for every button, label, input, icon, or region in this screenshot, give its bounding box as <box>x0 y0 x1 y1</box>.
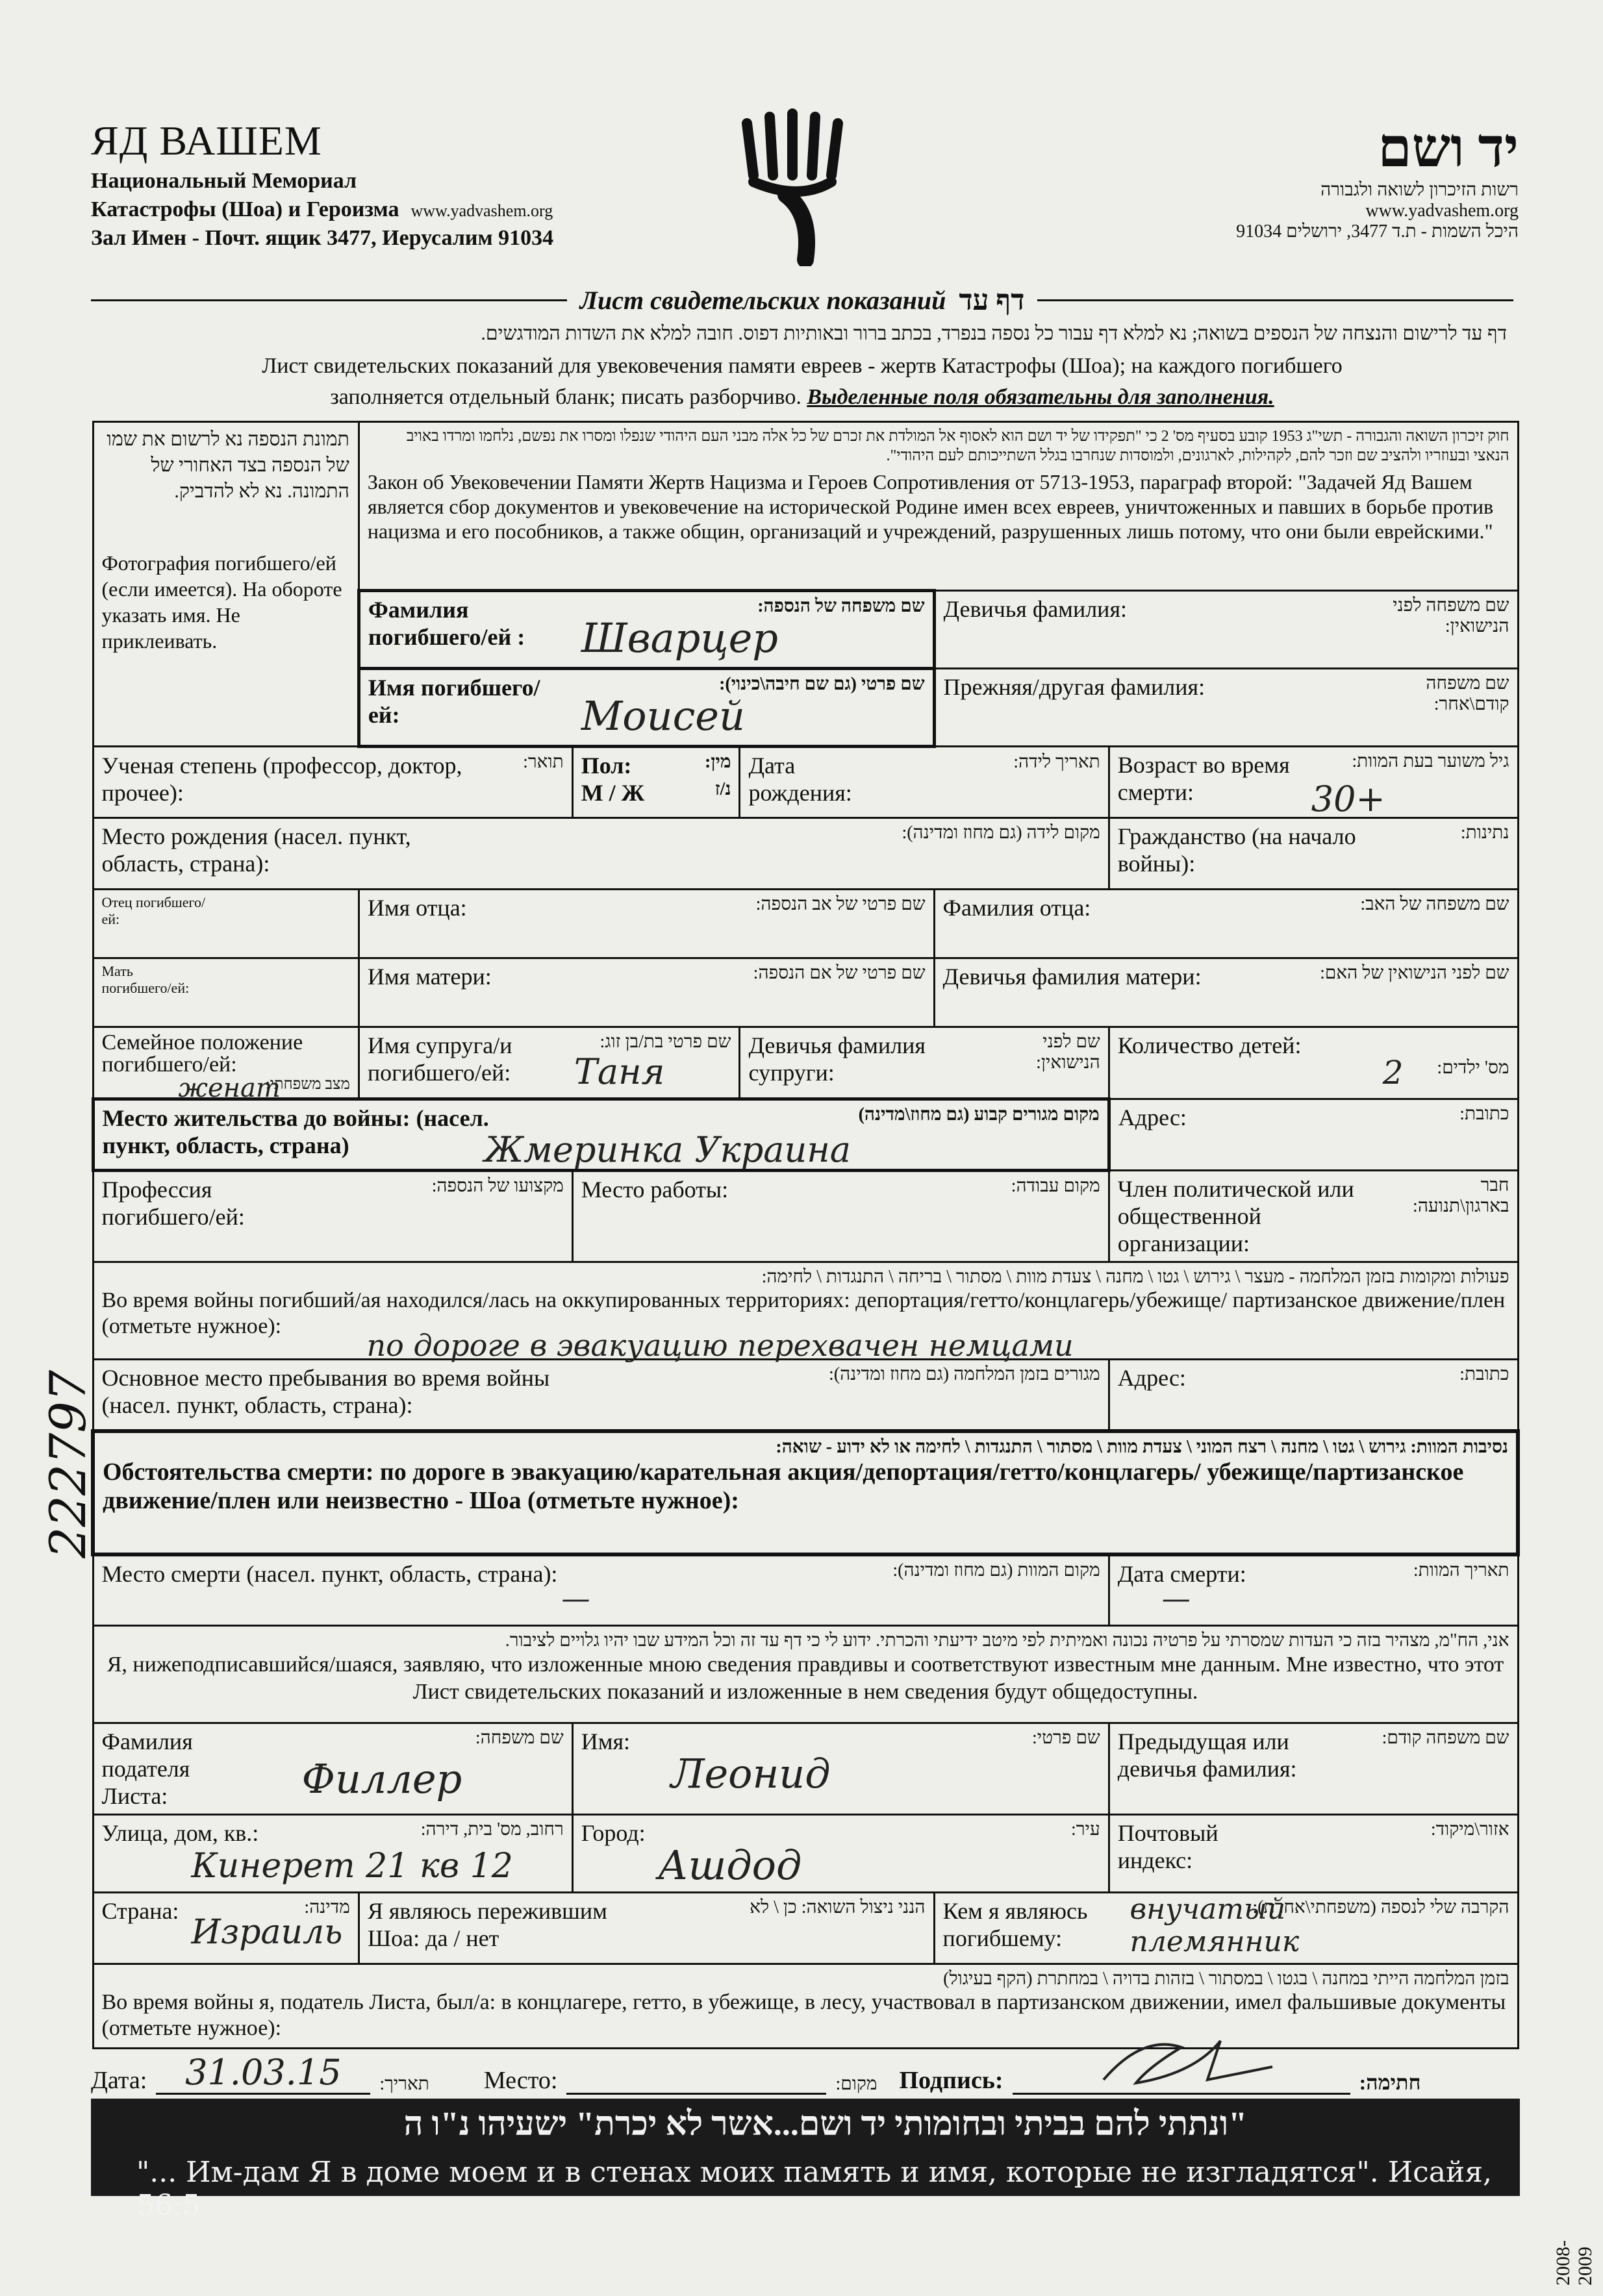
first-name-value: Моисей <box>581 692 745 740</box>
footer-quote-ru: "... Им-дам Я в доме моем и в стенах моих память и имя, которые не изгладятся". Исайя, 56:5 <box>136 2156 1493 2222</box>
family-status-label: Семейное положение погибшего/ей: <box>101 1030 303 1077</box>
organization-field[interactable] <box>1109 1171 1518 1262</box>
spouse-name-label: Имя супруга/и погибшего/ей: <box>367 1032 512 1086</box>
address-label: Адрес: <box>1118 1104 1187 1130</box>
death-circumstances-label: Обстоятельства смерти: по дороге в эвакуацию/карательная акция/депортация/гетто/концлагерь/ убежище/партизанское движение/плен или неизвестно - Шоа (отметьте нужное): <box>103 1458 1464 1514</box>
intro-required-note: Выделенные поля обязательны для заполнения. <box>807 385 1274 409</box>
footer-quote-he: "ונתתי להם בביתי ובחומותי יד ושם...אשר לא יכרת" ישעיהו נ"ו ה <box>403 2106 1247 2143</box>
submitter-name-field[interactable] <box>572 1723 1109 1815</box>
submitter-name-label-he: שם פרטי: <box>1031 1728 1100 1748</box>
photo-note-he: תמונת הנספה נא לרשום את שמו של הנספה בצד האחורי של התמונה. נא לא להדביק. <box>107 429 349 502</box>
city-label: Город: <box>581 1820 646 1846</box>
maiden-name-field[interactable] <box>934 591 1518 669</box>
submitter-surname-field[interactable] <box>93 1723 572 1815</box>
residence-value: Жмеринка Украина <box>484 1129 851 1170</box>
wartime-label: Во время войны погибший/ая находился/лась на оккупированных территориях: депортация/гетто/концлагерь/убежище/ партизанское движение/плен (отметьте нужное): <box>101 1288 1506 1338</box>
place-input[interactable] <box>566 2067 826 2095</box>
children-field[interactable] <box>1109 1027 1518 1099</box>
spouse-maiden-label: Девичья фамилия супруги: <box>748 1032 926 1086</box>
death-circumstances-label-he: נסיבות המוות: גירוש \ גטו \ מחנה \ רצח המוני \ צעדת מוות \ מסתור \ התנגדות \ לחימה או לא ידוע - שואה: <box>776 1436 1508 1457</box>
city-field[interactable] <box>572 1815 1109 1893</box>
wartime-field[interactable] <box>93 1262 1518 1363</box>
intro-ru-2 <box>97 382 1507 413</box>
date-value[interactable]: 31.03.15 <box>156 2052 370 2095</box>
header-he <box>1236 117 1519 242</box>
degree-field[interactable] <box>93 747 572 818</box>
zip-label-he: אזור\מיקוד: <box>1430 1819 1509 1840</box>
org-sub2-ru <box>91 197 553 222</box>
signature-row <box>91 2052 1520 2095</box>
death-circumstances-field[interactable] <box>93 1431 1518 1554</box>
birthplace-field[interactable] <box>93 818 1109 890</box>
street-field[interactable] <box>93 1815 572 1893</box>
submitter-wartime-label-he: בזמן המלחמה הייתי במחנה \ בגטו \ במסתור \ בזהות בדויה \ במחתרת (הקף בעיגול) <box>943 1969 1509 1989</box>
org-web-he[interactable]: www.yadvashem.org <box>1365 201 1519 221</box>
submitter-prev-label: Предыдущая или девичья фамилия: <box>1117 1728 1297 1782</box>
children-value: 2 <box>1382 1054 1404 1092</box>
spouse-maiden-label-he: שם לפני הנישואין: <box>1036 1032 1100 1073</box>
profession-label: Профессия погибшего/ей: <box>101 1177 245 1230</box>
father-name-field[interactable] <box>359 890 934 958</box>
wartime-place-label-he: מגורים בזמן המלחמה (גם מחוז ומדינה): <box>829 1364 1100 1384</box>
spouse-name-value: Таня <box>574 1051 665 1092</box>
children-label: Количество детей: <box>1117 1032 1302 1058</box>
first-name-label: Имя погибшего/ей: <box>368 675 540 728</box>
date-label: Дата: <box>91 2067 147 2094</box>
surname-field[interactable] <box>359 591 934 669</box>
death-date-label: Дата смерти: <box>1117 1560 1246 1587</box>
form-year: 2008-2009 <box>1552 2240 1596 2286</box>
org-sub1-ru: Национальный Мемориал <box>91 169 357 193</box>
death-place-field[interactable] <box>93 1554 1109 1626</box>
death-date-label-he: תאריך המוות: <box>1413 1560 1509 1580</box>
wartime-label-he: פעולות ומקומות בזמן המלחמה - מעצר \ גירוש \ גטו \ מחנה \ צעדת מוות \ מסתור \ בריחה \ התנגדות \ לחימה: <box>761 1267 1509 1287</box>
father-surname-label: Фамилия отца: <box>942 895 1091 921</box>
photo-note-ru: Фотография погибшего/ей (если имеется). На обороте указать имя. Не приклеивать. <box>101 551 342 653</box>
org-name-he: יד ושם <box>1378 118 1519 179</box>
title-rule-right <box>1037 299 1513 301</box>
mother-name-field[interactable] <box>359 958 934 1027</box>
age-field[interactable] <box>1109 747 1518 818</box>
father-name-label: Имя отца: <box>367 895 467 921</box>
form-title-he: דף עד <box>959 284 1025 316</box>
children-label-he: מס' ילדים: <box>1437 1058 1509 1078</box>
date-label-he: תאריך: <box>379 2074 429 2094</box>
dob-field[interactable] <box>740 747 1109 818</box>
org-sub2-text: Катастрофы (Шоа) и Героизма <box>91 197 399 221</box>
header-ru <box>91 117 553 251</box>
death-place-value: — <box>561 1582 590 1616</box>
spouse-name-label-he: שם פרטי בת/בן זוג: <box>600 1032 731 1052</box>
org-address-ru: Зал Имен - Почт. ящик 3477, Иерусалим 91034 <box>91 226 554 250</box>
death-place-label-he: מקום המוות (גם מחוז ומדינה): <box>892 1560 1100 1580</box>
family-status-field[interactable] <box>93 1027 359 1103</box>
country-value: Израиль <box>191 1913 343 1952</box>
sex-options[interactable]: М / Ж <box>581 780 645 806</box>
country-label: Страна: <box>101 1898 179 1924</box>
workplace-field[interactable] <box>572 1171 1109 1262</box>
website-link[interactable]: www.yadvashem.org <box>410 201 553 220</box>
relation-value: внучатый племянник <box>1130 1893 1300 1958</box>
death-date-value: — <box>1161 1582 1191 1616</box>
country-label-he: מדינה: <box>304 1897 350 1917</box>
father-name-label-he: שם פרטי של אב הנספה: <box>755 894 926 914</box>
other-surname-label: Прежняя/другая фамилия: <box>943 674 1205 700</box>
mother-side-text: Мать погибшего/ей: <box>101 963 190 996</box>
law-ru: Закон об Увековечении Памяти Жертв Нацизма и Героев Сопротивления от 5713-1953, параграф второй: "Задачей Яд Вашем является сбор документов и увековечение на исторической Родине имен всех евреев, уничтоженных и павших в борьбе против нацизма и его пособников, а также общин, организаций и учреждений, разрушенных лишь потому, что они были еврейскими." <box>367 470 1494 543</box>
zip-field[interactable] <box>1109 1815 1518 1893</box>
workplace-label-he: מקום עבודה: <box>1011 1176 1100 1196</box>
surname-label-he: שם משפחה של הנספה: <box>757 596 925 616</box>
citizenship-field[interactable] <box>1109 818 1518 890</box>
mother-name-label: Имя матери: <box>367 964 492 990</box>
street-value: Кинерет 21 кв 12 <box>191 1847 513 1886</box>
age-label: Возраст во время смерти: <box>1117 752 1290 805</box>
intro-ru-2a: заполняется отдельный бланк; писать разборчиво. <box>330 385 802 409</box>
sex-options-he[interactable]: נ/ז <box>714 779 731 799</box>
submitter-prev-label-he: שם משפחה קודם: <box>1382 1728 1509 1748</box>
intro-ru-1: Лист свидетельских показаний для увековечения памяти евреев - жертв Катастрофы (Шоа); на каждого погибшего <box>262 354 1343 378</box>
testimony-form <box>91 421 1520 2049</box>
relation-label-he: הקרבה שלי לנספה (משפחתי\אחרת): <box>1252 1897 1509 1917</box>
submitter-surname-label: Фамилия подателя Листа: <box>101 1728 193 1809</box>
yad-vashem-logo-icon <box>727 104 870 266</box>
birthplace-label-he: מקום לידה (גם מחוז ומדינה): <box>902 823 1100 843</box>
mother-maiden-field[interactable] <box>934 958 1518 1027</box>
maiden-name-label-he: שם משפחה לפני הנישואין: <box>1393 595 1509 636</box>
zip-label: Почтовый индекс: <box>1117 1820 1218 1873</box>
dob-label: Дата рождения: <box>748 753 852 806</box>
other-surname-label-he: שם משפחה קודם\אחר: <box>1426 673 1509 714</box>
submitter-surname-value: Филлер <box>301 1755 462 1803</box>
residence-label-he: מקום מגורים קבוע (גם מחוז\מדינה) <box>858 1104 1100 1125</box>
photo-box[interactable] <box>93 422 359 747</box>
country-field[interactable] <box>93 1893 359 1964</box>
mother-name-label-he: שם פרטי של אם הנספה: <box>753 963 926 983</box>
maiden-name-label: Девичья фамилия: <box>943 596 1128 622</box>
sex-label-he: מין: <box>705 752 731 772</box>
sex-field[interactable] <box>572 747 740 818</box>
address-label-he: כתובת: <box>1459 1104 1509 1124</box>
signature-field[interactable] <box>1013 2054 1350 2095</box>
organization-label: Член политической или общественной организации: <box>1117 1176 1354 1256</box>
org-name-ru: ЯД ВАШЕМ <box>91 118 322 164</box>
form-title <box>91 281 1513 319</box>
surname-label: Фамилия погибшего/ей : <box>368 597 525 650</box>
law-he: חוק זיכרון השואה והגבורה - תשי"ג 1953 קובע בסעיף מס' 2 כי "תפקידו של יד ושם הוא לאסוף אל המולדת את זכרם של כל אלה מבני העם היהודי שנפלו ומסרו את נפשם, נלחמו ומרדו באויב הנאצי ובעוזריו ולהציב שם וזכר להם, לקהילות, לארגונים, ולמוסדות שנחרבו בגלל השתייכותם לעם היהודי". <box>406 428 1509 464</box>
age-label-he: גיל משוער בעת המוות: <box>1352 751 1509 771</box>
spouse-name-field[interactable] <box>359 1027 740 1099</box>
survivor-field[interactable] <box>359 1893 934 1964</box>
profession-field[interactable] <box>93 1171 572 1262</box>
death-date-field[interactable] <box>1109 1554 1518 1626</box>
organization-label-he: חבר בארגון\תנועה: <box>1413 1175 1509 1216</box>
law-box <box>359 422 1518 591</box>
father-side-label <box>93 890 359 958</box>
other-surname-field[interactable] <box>934 669 1518 747</box>
org-sub-he: רשות הזיכרון לשואה ולגבורה <box>1320 180 1519 200</box>
city-label-he: עיר: <box>1071 1819 1100 1840</box>
footer-quote-bar <box>91 2099 1520 2222</box>
death-place-label: Место смерти (насел. пункт, область, страна): <box>101 1560 558 1587</box>
submitter-surname-label-he: שם משפחה: <box>475 1728 564 1748</box>
wartime-address-field[interactable] <box>1109 1360 1518 1431</box>
family-status-value: женат <box>178 1073 281 1103</box>
wartime-address-label: Адрес: <box>1117 1365 1186 1391</box>
degree-label-he: תואר: <box>523 752 564 772</box>
father-side-text: Отец погибшего/ей: <box>101 894 206 927</box>
submitter-name-label: Имя: <box>581 1728 631 1754</box>
family-status-label-he: מצב משפחתי: <box>265 1076 350 1093</box>
record-number: 222797 <box>39 1369 97 1558</box>
first-name-field[interactable] <box>359 669 934 747</box>
signature-label-he: חתימה: <box>1359 2071 1421 2094</box>
surname-value: Шварцер <box>581 614 778 662</box>
declaration-ru: Я, нижеподписавшийся/шаяся, заявляю, что изложенные мною сведения правдивы и соответствуют известным мне данным. Мне известно, что этот Лист свидетельских показаний и изложенные в нем сведения будут общедоступны. <box>107 1653 1504 1704</box>
dob-label-he: תאריך לידה: <box>1013 752 1100 772</box>
relation-field[interactable] <box>934 1893 1518 1964</box>
residence-label: Место жительства до войны: (насел. пункт, область, страна) <box>102 1105 489 1158</box>
father-surname-label-he: שם משפחה של האב: <box>1360 894 1509 914</box>
form-title-ru: Лист свидетельских показаний <box>579 285 946 315</box>
street-label: Улица, дом, кв.: <box>101 1820 259 1846</box>
org-address-he: היכל השמות - ת.ד 3477, ירושלים 91034 <box>1236 221 1519 242</box>
degree-label: Ученая степень (профессор, доктор, прочее): <box>101 753 462 806</box>
place-label: Место: <box>483 2067 558 2094</box>
citizenship-label-he: נתינות: <box>1460 823 1509 843</box>
street-label-he: רחוב, מס' בית, דירה: <box>420 1819 564 1840</box>
mother-side-label <box>93 958 359 1027</box>
submitter-name-value: Леонид <box>670 1750 831 1797</box>
signature-scribble-icon <box>1091 2028 1285 2086</box>
survivor-label-he: הנני ניצול השואה: כן \ לא <box>750 1897 926 1917</box>
first-name-label-he: שם פרטי (גם שם חיבה\כינוי): <box>719 674 925 694</box>
profession-label-he: מקצועו של הנספה: <box>431 1176 564 1196</box>
spouse-maiden-field[interactable] <box>740 1027 1109 1099</box>
sex-label: Пол: <box>581 753 632 779</box>
wartime-value: по дороге в эвакуацию перехвачен немцами <box>366 1328 1074 1363</box>
mother-maiden-label: Девичья фамилия матери: <box>942 964 1202 990</box>
relation-label: Кем я являюсь погибшему: <box>942 1898 1088 1951</box>
wartime-place-label: Основное место пребывания во время войны (насел. пункт, область, страна): <box>101 1365 550 1418</box>
declaration-he: אני, הח"מ, מצהיר בזה כי העדות שמסרתי על פרטיה נכונה ואמיתית לפי מיטב ידיעתי והכרתי. ידוע לי כי דף עד זה וכל המידע שבו יהיו גלויים לציבור. <box>505 1630 1509 1651</box>
wartime-place-field[interactable] <box>93 1360 1109 1431</box>
intro-he: דף עד לרישום והנצחה של הנספים בשואה; נא למלא דף עבור כל נספה בנפרד, בכתב ברור ובאותיות דפוס. חובה למלא את השדות המודגשים. <box>481 323 1507 344</box>
address-field[interactable] <box>1109 1099 1518 1171</box>
citizenship-label: Гражданство (на начало войны): <box>1117 823 1356 877</box>
declaration <box>93 1626 1518 1723</box>
submitter-wartime-field[interactable] <box>93 1964 1518 2049</box>
workplace-label: Место работы: <box>581 1177 729 1203</box>
city-value: Ашдод <box>657 1841 802 1889</box>
title-rule-left <box>91 299 567 301</box>
residence-field[interactable] <box>93 1099 1109 1171</box>
birthplace-label: Место рождения (насел. пункт, область, страна): <box>101 823 411 877</box>
signature-label: Подпись: <box>899 2067 1003 2094</box>
submitter-prev-field[interactable] <box>1109 1723 1518 1815</box>
survivor-label: Я являюсь пережившим Шоа: да / нет <box>367 1898 607 1951</box>
father-surname-field[interactable] <box>934 890 1518 958</box>
submitter-wartime-label: Во время войны я, податель Листа, был/а: в концлагере, гетто, в убежище, в лесу, участвовал в партизанском движении, имел фальшивые документы (отметьте нужное): <box>101 1990 1506 2040</box>
age-value: 30+ <box>1311 779 1385 819</box>
place-label-he: מקום: <box>835 2074 877 2094</box>
mother-maiden-label-he: שם לפני הנישואין של האם: <box>1320 963 1509 983</box>
wartime-address-label-he: כתובת: <box>1459 1364 1509 1384</box>
